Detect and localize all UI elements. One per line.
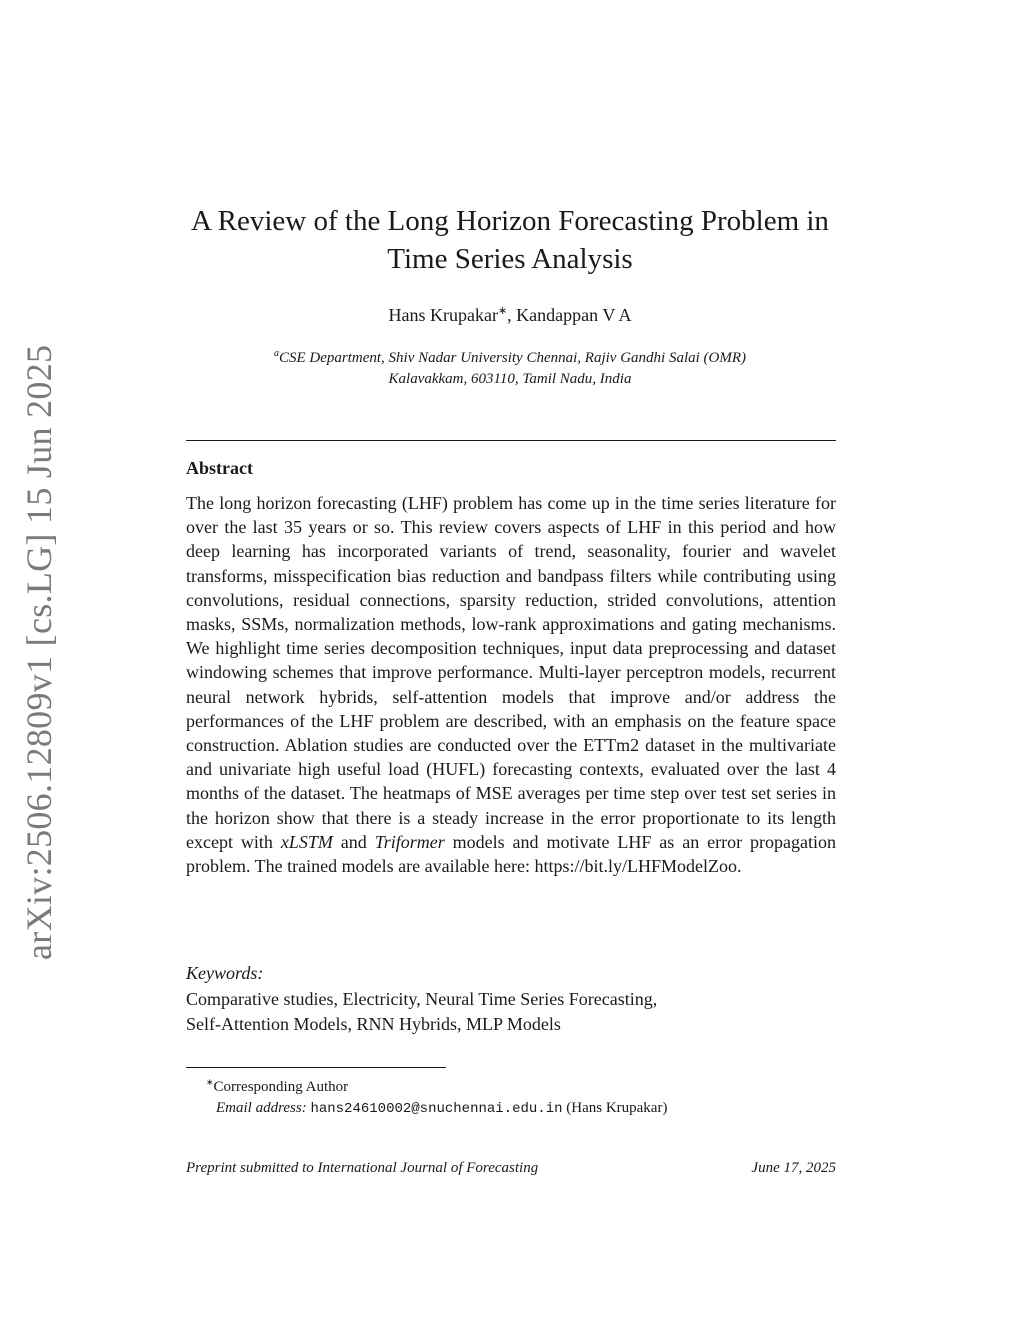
corresponding-author-note — [206, 1072, 667, 1098]
title-line-2: Time Series Analysis — [387, 243, 633, 275]
title-line-1: A Review of the Long Horizon Forecasting Problem in — [191, 205, 829, 237]
arxiv-identifier-stamp[interactable]: arXiv:2506.12809v1 [cs.LG] 15 Jun 2025 — [19, 344, 59, 960]
keywords-list — [186, 987, 836, 1036]
abstract-heading: Abstract — [186, 458, 253, 478]
model-name-xlstm: xLSTM — [280, 831, 333, 852]
author-name: Kandappan V A — [516, 305, 632, 325]
preprint-date: June 17, 2025 — [751, 1160, 836, 1176]
affiliation-mark: a — [273, 348, 279, 359]
affiliation-line-2: Kalavakkam, 603110, Tamil Nadu, India — [388, 371, 632, 387]
keywords-line-2: Self-Attention Models, RNN Hybrids, MLP Models — [186, 1013, 561, 1034]
corresponding-author-mark: ∗ — [497, 305, 508, 317]
keywords-line-1: Comparative studies, Electricity, Neural Time Series Forecasting, — [186, 989, 658, 1009]
email-address-link[interactable]: hans24610002@snuchennai.edu.in — [310, 1101, 563, 1117]
abstract-text-part-1: The long horizon forecasting (LHF) problem has come up in the time series literature for over the last 35 years or so. This review covers aspects of LHF in this period and how deep learning has incorporated variants of trend, seasonality, fourier and wavelet transforms, misspecification bias reduction and bandpass filters while contributing using convolutions, residual connections, sparsity reduction, strided convolutions, attention masks, SSMs, normalization methods, low-rank approximations and gating mechanisms. We highlight time series decomposition techniques, input data preprocessing and dataset windowing schemes that improve performance. Multi-layer perceptron models, recurrent neural network hybrids, self-attention models that improve and/or address the performances of the LHF problem are described, with an emphasis on the feature space construction. Ablation studies are conducted over the ETTm2 dataset in the multivariate and univariate high useful load (HUFL) forecasting contexts, evaluated over the last 4 months of the dataset. The heatmaps of MSE averages per time step over test set series in the horizon show that there is a steady increase in the error proportionate to its length except with — [186, 493, 836, 852]
abstract-text — [186, 491, 836, 878]
email-label: Email address: — [216, 1100, 307, 1116]
keywords-label: Keywords: — [186, 963, 264, 983]
affiliation-line-1: CSE Department, Shiv Nadar University Chennai, Rajiv Gandhi Salai (OMR) — [278, 350, 747, 366]
paper-title — [150, 202, 870, 278]
email-line — [206, 1098, 667, 1120]
abstract-text-part-2: models and motivate LHF as an error propagation problem. The trained models are available here: https://bit.ly/LHFModelZoo. — [186, 831, 836, 877]
model-name-triformer: Triformer — [374, 831, 445, 852]
author-name: Hans Krupakar — [388, 305, 498, 325]
email-owner: (Hans Krupakar) — [562, 1100, 668, 1116]
abstract-top-rule — [186, 440, 836, 441]
corresponding-author-label: Corresponding Author — [213, 1079, 349, 1095]
author-separator: , — [507, 305, 517, 325]
footnote-mark: ∗ — [206, 1077, 214, 1087]
affiliation — [150, 343, 870, 390]
author-list — [150, 304, 870, 326]
preprint-submission-note: Preprint submitted to International Journal of Forecasting — [186, 1160, 539, 1176]
abstract-text-and: and — [332, 831, 375, 852]
preprint-footer — [186, 1160, 836, 1177]
footnote-rule — [186, 1067, 446, 1068]
footnote — [206, 1072, 667, 1120]
